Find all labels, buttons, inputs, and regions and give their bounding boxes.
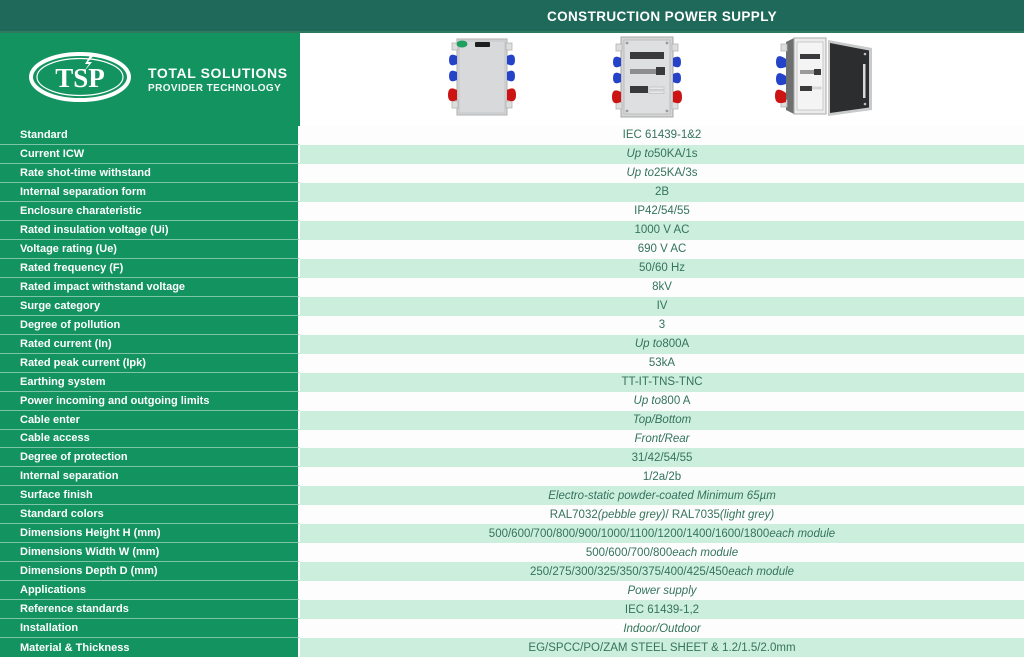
spec-label: Reference standards: [0, 600, 300, 619]
spec-label: Material & Thickness: [0, 638, 300, 657]
spec-value: 500/600/700/800 each module: [300, 543, 1024, 562]
footer-strip: [0, 657, 1024, 667]
spec-value: RAL7032 (pebble grey) / RAL7035 (light grey): [300, 505, 1024, 524]
product-image-open-panel-enclosure: [607, 34, 687, 125]
spec-value: Front/Rear: [300, 430, 1024, 449]
spec-row: [0, 240, 1024, 259]
top-row: [0, 33, 1024, 126]
spec-value: IEC 61439-1&2: [300, 126, 1024, 145]
spec-value: 690 V AC: [300, 240, 1024, 259]
spec-label: Rated impact withstand voltage: [0, 278, 300, 297]
spec-label: Degree of protection: [0, 448, 300, 467]
spec-row: [0, 638, 1024, 657]
spec-row: [0, 543, 1024, 562]
product-image-closed-enclosure: [442, 34, 522, 125]
tsp-logo-icon: [28, 51, 132, 108]
spec-value: 8kV: [300, 278, 1024, 297]
spec-label: Internal separation form: [0, 183, 300, 202]
spec-row: [0, 505, 1024, 524]
spec-value: Power supply: [300, 581, 1024, 600]
brand-name-line1: TOTAL SOLUTIONS: [148, 65, 288, 81]
spec-label: Rate shot-time withstand: [0, 164, 300, 183]
spec-value: Up to 50KA/1s: [300, 145, 1024, 164]
spec-label: Voltage rating (Ue): [0, 240, 300, 259]
spec-label: Standard: [0, 126, 300, 145]
spec-value: 1/2a/2b: [300, 467, 1024, 486]
spec-row: [0, 126, 1024, 145]
spec-label: Dimensions Height H (mm): [0, 524, 300, 543]
spec-value: 53kA: [300, 354, 1024, 373]
spec-label: Rated insulation voltage (Ui): [0, 221, 300, 240]
spec-label: Dimensions Width W (mm): [0, 543, 300, 562]
product-images: [300, 33, 1024, 126]
spec-value: Up to 800A: [300, 335, 1024, 354]
spec-row: [0, 221, 1024, 240]
spec-row: [0, 562, 1024, 581]
spec-row: [0, 259, 1024, 278]
spec-label: Enclosure charateristic: [0, 202, 300, 221]
spec-label: Rated frequency (F): [0, 259, 300, 278]
spec-label: Rated peak current (Ipk): [0, 354, 300, 373]
spec-row: [0, 354, 1024, 373]
spec-row: [0, 486, 1024, 505]
spec-value: TT-IT-TNS-TNC: [300, 373, 1024, 392]
spec-label: Internal separation: [0, 467, 300, 486]
product-image-open-door-enclosure: [772, 34, 882, 125]
spec-label: Cable access: [0, 430, 300, 449]
spec-label: Cable enter: [0, 411, 300, 430]
spec-value: IP42/54/55: [300, 202, 1024, 221]
spec-label: Dimensions Depth D (mm): [0, 562, 300, 581]
brand-name: [148, 65, 288, 94]
spec-row: [0, 316, 1024, 335]
spec-label: Power incoming and outgoing limits: [0, 392, 300, 411]
spec-value: 1000 V AC: [300, 221, 1024, 240]
spec-value: IV: [300, 297, 1024, 316]
spec-value: 250/275/300/325/350/375/400/425/450 each module: [300, 562, 1024, 581]
spec-value: 50/60 Hz: [300, 259, 1024, 278]
spec-value: 500/600/700/800/900/1000/1100/1200/1400/1600/1800 each module: [300, 524, 1024, 543]
spec-value: EG/SPCC/PO/ZAM STEEL SHEET & 1.2/1.5/2.0mm: [300, 638, 1024, 657]
spec-value: Indoor/Outdoor: [300, 619, 1024, 638]
spec-row: [0, 392, 1024, 411]
spec-row: [0, 145, 1024, 164]
spec-row: [0, 202, 1024, 221]
spec-row: [0, 524, 1024, 543]
spec-row: [0, 448, 1024, 467]
spec-row: [0, 335, 1024, 354]
spec-value: Electro-static powder-coated Minimum 65µm: [300, 486, 1024, 505]
spec-label: Installation: [0, 619, 300, 638]
spec-row: [0, 600, 1024, 619]
spec-label: Degree of pollution: [0, 316, 300, 335]
spec-label: Standard colors: [0, 505, 300, 524]
spec-value: 31/42/54/55: [300, 448, 1024, 467]
title-bar: [0, 0, 1024, 33]
spec-value: Top/Bottom: [300, 411, 1024, 430]
brand-name-line2: PROVIDER TECHNOLOGY: [148, 83, 282, 94]
spec-value: 2B: [300, 183, 1024, 202]
spec-value: IEC 61439-1,2: [300, 600, 1024, 619]
spec-label: Rated current (In): [0, 335, 300, 354]
spec-table: [0, 126, 1024, 657]
spec-row: [0, 411, 1024, 430]
spec-label: Surface finish: [0, 486, 300, 505]
spec-row: [0, 164, 1024, 183]
brand-logo-panel: [0, 33, 300, 126]
spec-row: [0, 581, 1024, 600]
spec-row: [0, 467, 1024, 486]
spec-row: [0, 430, 1024, 449]
page-title: CONSTRUCTION POWER SUPPLY: [546, 9, 778, 24]
spec-label: Current ICW: [0, 145, 300, 164]
spec-label: Earthing system: [0, 373, 300, 392]
spec-row: [0, 373, 1024, 392]
svg-text:TSP: TSP: [55, 63, 105, 93]
spec-label: Surge category: [0, 297, 300, 316]
spec-label: Applications: [0, 581, 300, 600]
spec-row: [0, 183, 1024, 202]
spec-row: [0, 278, 1024, 297]
spec-value: 3: [300, 316, 1024, 335]
spec-value: Up to 800 A: [300, 392, 1024, 411]
spec-row: [0, 297, 1024, 316]
spec-value: Up to 25KA/3s: [300, 164, 1024, 183]
spec-row: [0, 619, 1024, 638]
